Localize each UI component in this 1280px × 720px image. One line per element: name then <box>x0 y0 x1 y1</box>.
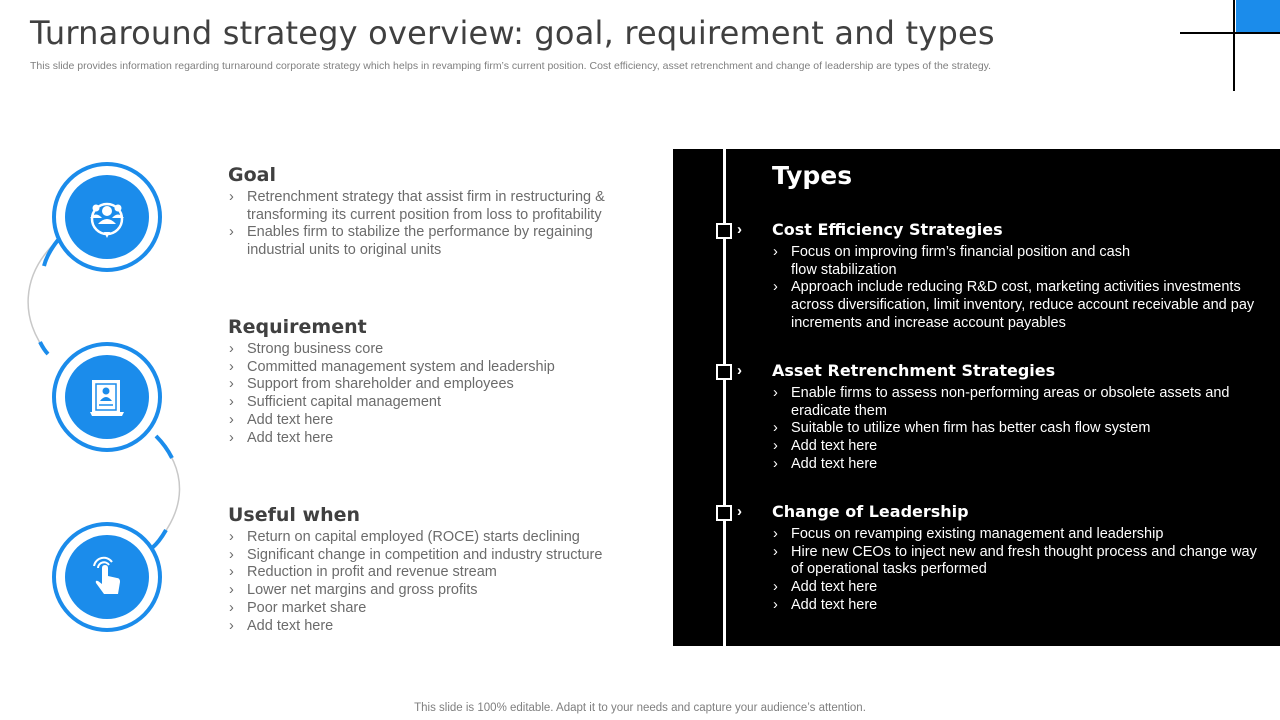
useful-when-icon-circle <box>52 522 162 632</box>
list-item: › Sufficient capital management <box>228 394 628 412</box>
list-item: › Lower net margins and gross profits <box>228 582 628 600</box>
timeline-marker <box>716 364 732 380</box>
goal-list <box>228 189 628 260</box>
corner-decoration-vertical-line <box>1233 0 1235 91</box>
type-heading: Asset Retrenchment Strategies <box>772 361 1056 380</box>
list-item: › Retrenchment strategy that assist firm in restructuring & transforming its current position from loss to profitability <box>228 189 628 224</box>
touch-hand-icon <box>84 554 130 600</box>
list-item: › Enable firms to assess non-performing areas or obsolete assets and eradicate them <box>772 385 1262 420</box>
asset-retrenchment-block <box>772 361 1262 474</box>
list-item: › Add text here <box>228 430 628 448</box>
list-item: › Return on capital employed (ROCE) starts declining <box>228 529 628 547</box>
goal-section <box>228 164 628 260</box>
type-list <box>772 526 1262 615</box>
chevron-right-icon: › <box>737 362 742 379</box>
useful-when-heading: Useful when <box>228 504 361 526</box>
list-item: › Support from shareholder and employees <box>228 376 628 394</box>
list-item: › Suitable to utilize when firm has better cash flow system <box>772 420 1262 438</box>
list-item: › Reduction in profit and revenue stream <box>228 564 628 582</box>
list-item: › Enables firm to stabilize the performance by regaining industrial units to original units <box>228 224 628 259</box>
list-item: › Add text here <box>228 412 628 430</box>
list-item: › Significant change in competition and industry structure <box>228 547 628 565</box>
requirement-icon-circle <box>52 342 162 452</box>
chevron-right-icon: › <box>737 221 742 238</box>
type-list <box>772 385 1262 474</box>
page-subtitle: This slide provides information regarding turnaround corporate strategy which helps in revamping firm’s current position. Cost efficiency, asset retrenchment and change of leadership are types of the strategy. <box>30 60 992 72</box>
goal-icon-circle <box>52 162 162 272</box>
list-item: › Add text here <box>228 618 628 636</box>
useful-when-section <box>228 504 628 635</box>
corner-decoration-square <box>1236 0 1280 32</box>
type-heading: Change of Leadership <box>772 502 969 521</box>
cost-efficiency-block <box>772 220 1262 333</box>
requirement-section <box>228 316 628 447</box>
list-item: › Committed management system and leadership <box>228 359 628 377</box>
goal-heading: Goal <box>228 164 276 186</box>
requirement-list <box>228 341 628 447</box>
list-item: › Strong business core <box>228 341 628 359</box>
list-item: › Add text here <box>772 456 1262 474</box>
useful-when-list <box>228 529 628 635</box>
timeline-marker <box>716 223 732 239</box>
list-item: › Hire new CEOs to inject new and fresh thought process and change way of operational tasks performed <box>772 544 1262 579</box>
requirement-heading: Requirement <box>228 316 367 338</box>
types-panel <box>673 149 1280 646</box>
list-item: › Poor market share <box>228 600 628 618</box>
page-title: Turnaround strategy overview: goal, requirement and types <box>30 14 995 52</box>
list-item: › Add text here <box>772 597 1262 615</box>
types-heading: Types <box>772 161 853 190</box>
footer-note: This slide is 100% editable. Adapt it to your needs and capture your audience’s attention. <box>414 702 866 714</box>
list-item: › Add text here <box>772 438 1262 456</box>
type-heading: Cost Efficiency Strategies <box>772 220 1003 239</box>
list-item: › Focus on revamping existing management and leadership <box>772 526 1262 544</box>
certificate-icon <box>84 374 130 420</box>
timeline-marker <box>716 505 732 521</box>
change-of-leadership-block <box>772 502 1262 615</box>
chevron-right-icon: › <box>737 503 742 520</box>
list-item: › Approach include reducing R&D cost, marketing activities investments across diversification, limit inventory, reduce account receivable and pay increments and increase account payables <box>772 279 1262 332</box>
type-list <box>772 244 1262 333</box>
list-item: › Focus on improving firm’s financial position and cash flow stabilization <box>772 244 1262 279</box>
team-target-icon <box>84 194 130 240</box>
list-item: › Add text here <box>772 579 1262 597</box>
corner-decoration-horizontal-line <box>1180 32 1280 34</box>
